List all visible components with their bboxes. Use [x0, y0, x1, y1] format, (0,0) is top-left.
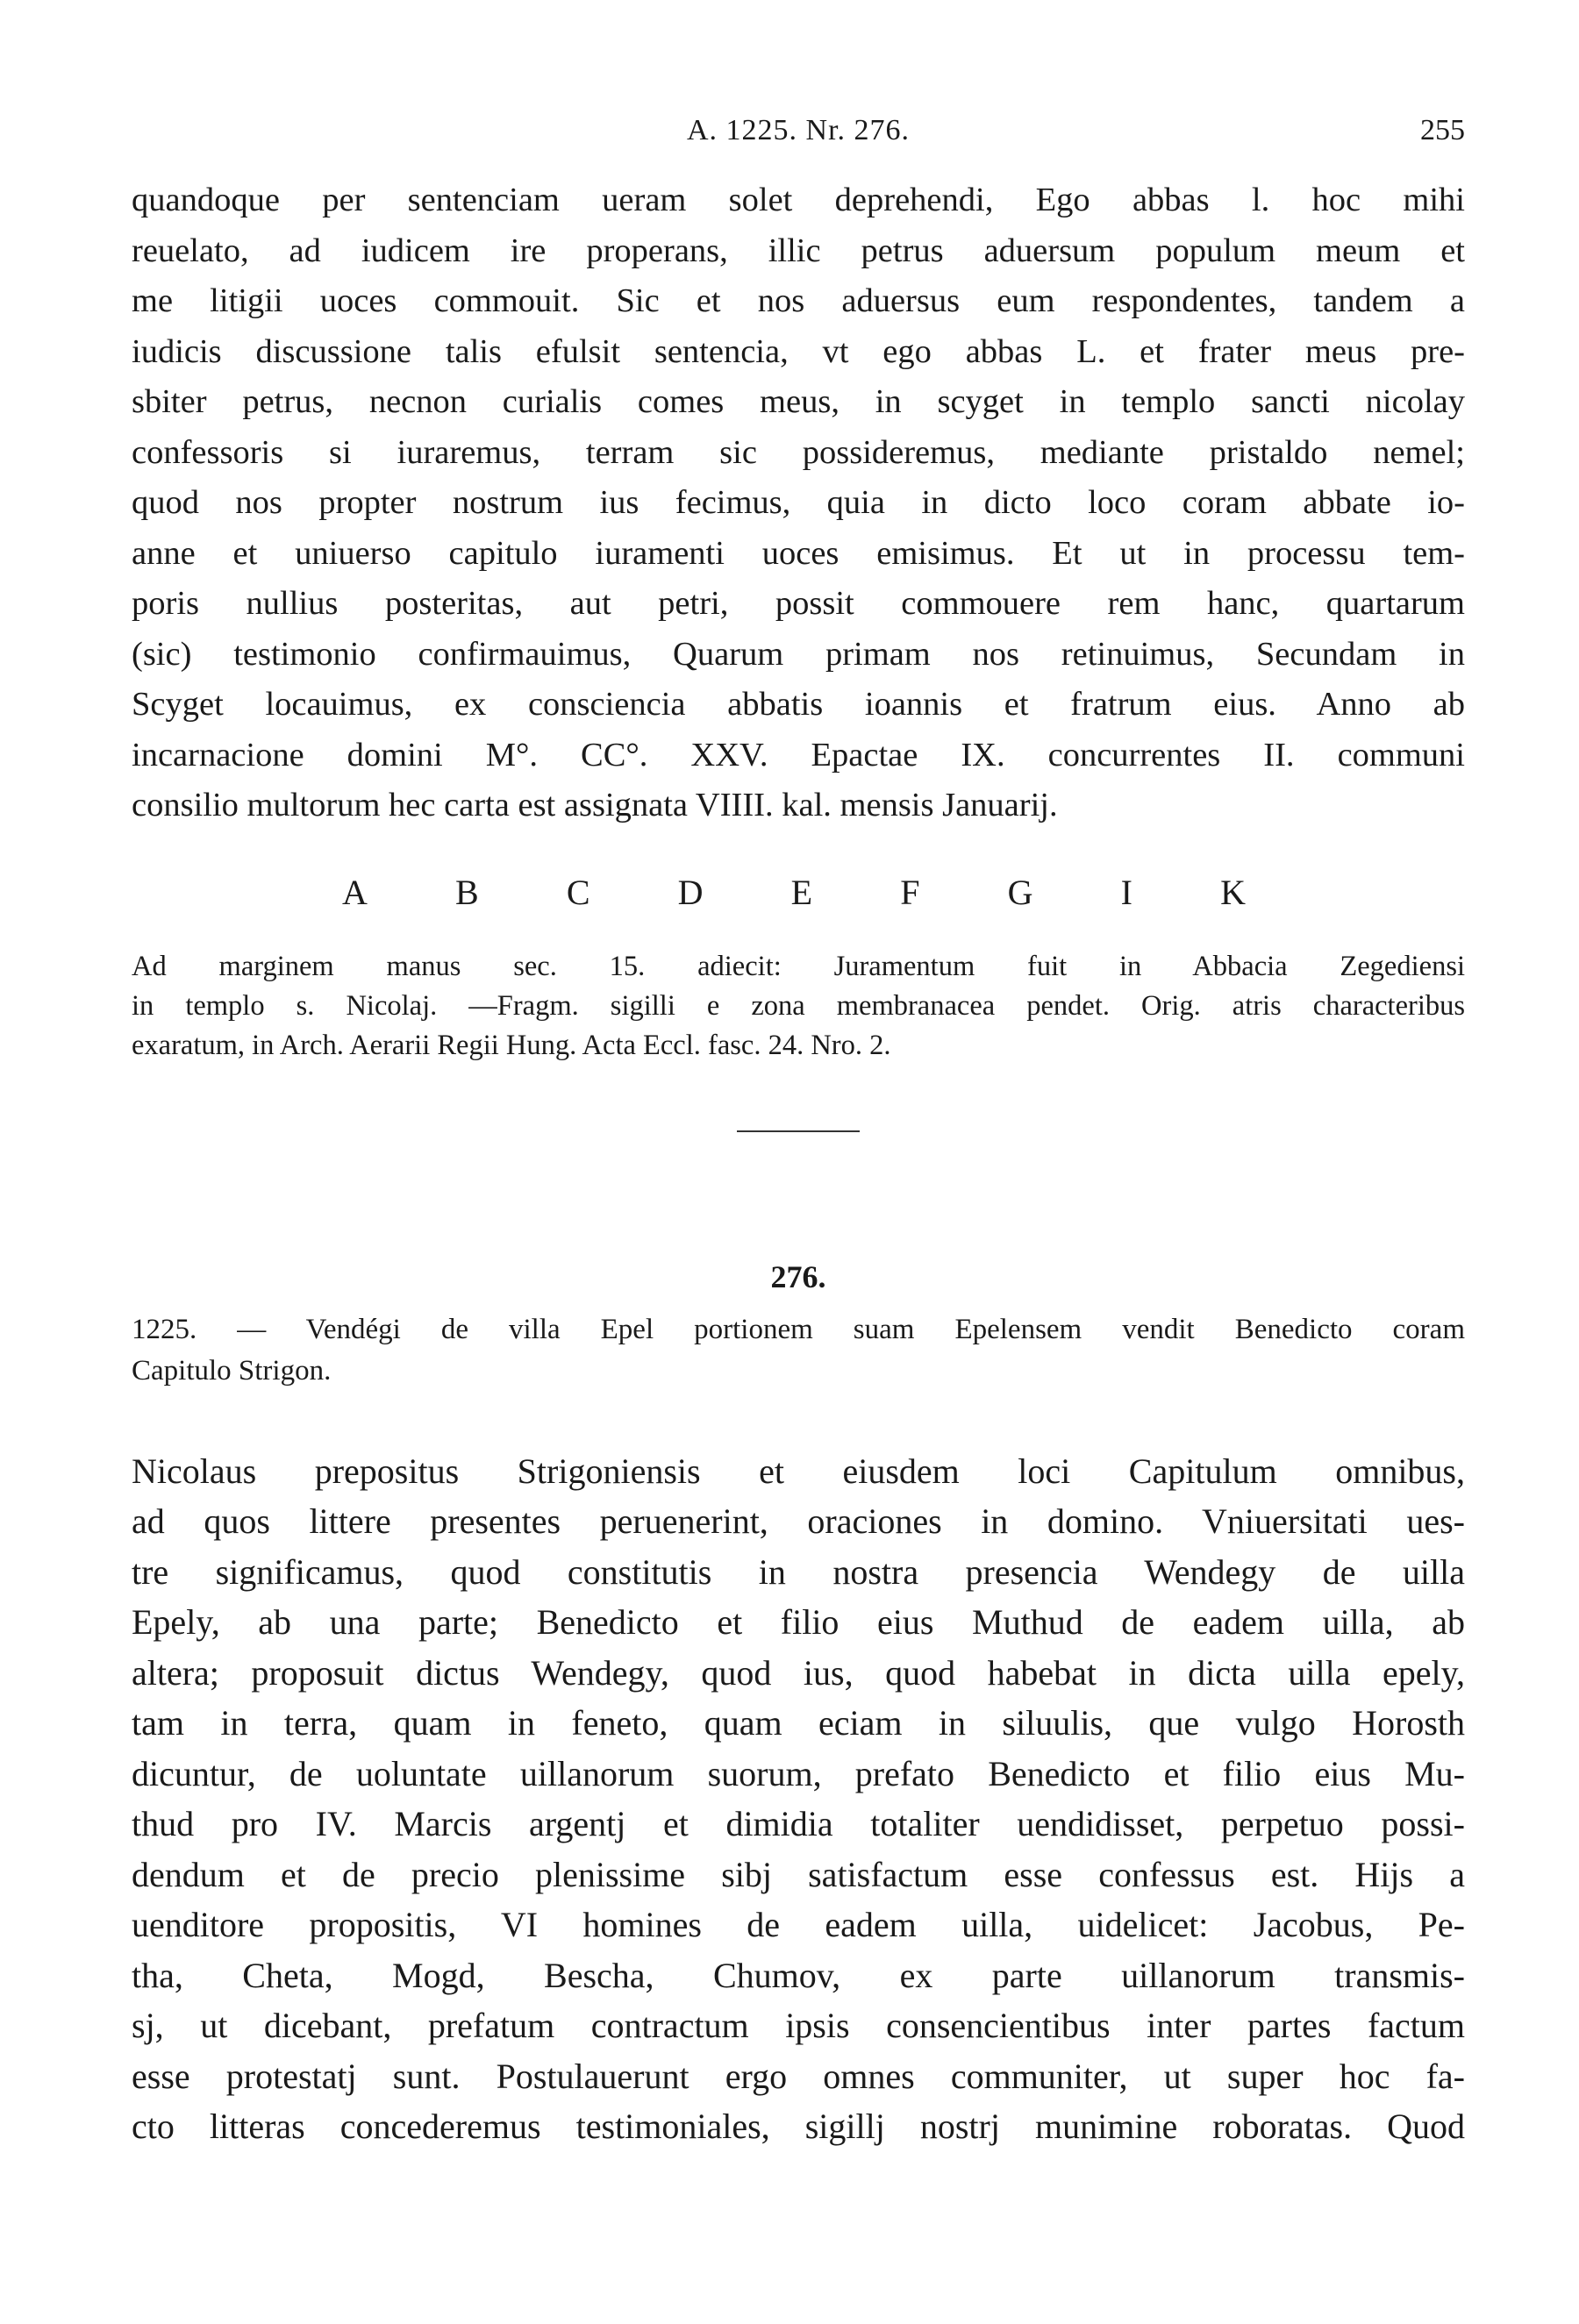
chirograph-letter: F	[900, 872, 920, 912]
text-line: ad quos littere presentes peruenerint, oraciones in domino. Vniuersitati ues-	[132, 1501, 1465, 1541]
note-line: Ad marginem manus sec. 15. adiecit: Juramentum fuit in Abbacia Zegediensi	[132, 950, 1465, 982]
text-line: tam in terra, quam in feneto, quam eciam in siluulis, que vulgo Horosth	[132, 1703, 1465, 1743]
text-line: poris nullius posteritas, aut petri, possit commouere rem hanc, quartarum	[132, 585, 1465, 622]
running-header	[132, 114, 1465, 175]
chirograph-letter: A	[342, 872, 368, 912]
text-line: quod nos propter nostrum ius fecimus, quia in dicto loco coram abbate io-	[132, 484, 1465, 521]
regest-line: Capitulo Strigon.	[132, 1354, 332, 1387]
note-line: in templo s. Nicolaj. —Fragm. sigilli e zona membranacea pendet. Orig. atris characteribus	[132, 989, 1465, 1022]
charter-275-text	[132, 175, 1465, 831]
text-line: sj, ut dicebant, prefatum contractum ipsis consencientibus inter partes factum	[132, 2006, 1465, 2045]
text-line: iudicis discussione talis efulsit sentencia, vt ego abbas L. et frater meus pre-	[132, 332, 1465, 370]
text-line: altera; proposuit dictus Wendegy, quod ius, quod habebat in dicta uilla epely,	[132, 1652, 1465, 1693]
text-line: cto litteras concederemus testimoniales, sigillj nostrj munimine roboratas. Quod	[132, 2107, 1465, 2146]
regest	[132, 1309, 1465, 1392]
text-line: thud pro IV. Marcis argentj et dimidia totaliter uendidisset, perpetuo possi-	[132, 1804, 1465, 1843]
text-line: tha, Cheta, Mogd, Bescha, Chumov, ex parte uillanorum transmis-	[132, 1955, 1465, 1995]
text-line: dendum et de precio plenissime sibj satisfactum esse confessus est. Hijs a	[132, 1854, 1465, 1894]
text-line: (sic) testimonio confirmauimus, Quarum primam nos retinuimus, Secundam in	[132, 635, 1465, 673]
chirograph-letter: K	[1220, 872, 1246, 912]
chirograph-letters	[342, 866, 1246, 919]
text-line: Nicolaus prepositus Strigoniensis et eiusdem loci Capitulum omnibus,	[132, 1451, 1465, 1491]
chirograph-letter: I	[1120, 872, 1132, 912]
chirograph-letter: G	[1007, 872, 1033, 912]
section-divider	[737, 1130, 860, 1132]
text-line: uenditore propositis, VI homines de eadem uilla, uidelicet: Jacobus, Pe-	[132, 1905, 1465, 1944]
text-line: Scyget locauimus, ex consciencia abbatis ioannis et fratrum eius. Anno ab	[132, 686, 1465, 723]
chirograph-letter: E	[790, 872, 813, 912]
text-line: anne et uniuerso capitulo iuramenti uoces emisimus. Et ut in processu tem-	[132, 534, 1465, 572]
note-line: exaratum, in Arch. Aerarii Regii Hung. Acta Eccl. fasc. 24. Nro. 2.	[132, 1029, 891, 1061]
charter-276-text	[132, 1446, 1465, 2152]
text-line: tre significamus, quod constitutis in nostra presencia Wendegy de uilla	[132, 1551, 1465, 1592]
text-line: sbiter petrus, necnon curialis comes meus, in scyget in templo sancti nicolay	[132, 383, 1465, 420]
chirograph-letter: C	[566, 872, 590, 912]
text-line: confessoris si iuraremus, terram sic possideremus, mediante pristaldo nemel;	[132, 433, 1465, 471]
text-line: incarnacione domini M°. CC°. XXV. Epactae IX. concurrentes II. communi	[132, 736, 1465, 773]
text-line: me litigii uoces commouit. Sic et nos aduersus eum respondentes, tandem a	[132, 282, 1465, 319]
text-line: dicuntur, de uoluntate uillanorum suorum, prefato Benedicto et filio eius Mu-	[132, 1753, 1465, 1793]
text-line: reuelato, ad iudicem ire properans, illic petrus aduersum populum meum et	[132, 232, 1465, 269]
book-page	[132, 114, 1465, 2152]
page-number: 255	[1420, 114, 1465, 146]
text-line: esse protestatj sunt. Postulauerunt ergo omnes communiter, ut super hoc fa-	[132, 2056, 1465, 2096]
chirograph-letter: D	[677, 872, 704, 912]
text-line: Epely, ab una parte; Benedicto et filio eius Muthud de eadem uilla, ab	[132, 1602, 1465, 1642]
text-line: quandoque per sentenciam ueram solet deprehendi, Ego abbas l. hoc mihi	[132, 182, 1465, 218]
text-line: consilio multorum hec carta est assignata VIIII. kal. mensis Januarij.	[132, 787, 1058, 823]
chirograph-letter: B	[455, 872, 479, 912]
editorial-note	[132, 947, 1465, 1066]
document-number: 276.	[770, 1258, 826, 1294]
running-title: A. 1225. Nr. 276.	[686, 114, 911, 146]
regest-line: 1225. — Vendégi de villa Epel portionem suam Epelensem vendit Benedicto coram	[132, 1313, 1465, 1345]
